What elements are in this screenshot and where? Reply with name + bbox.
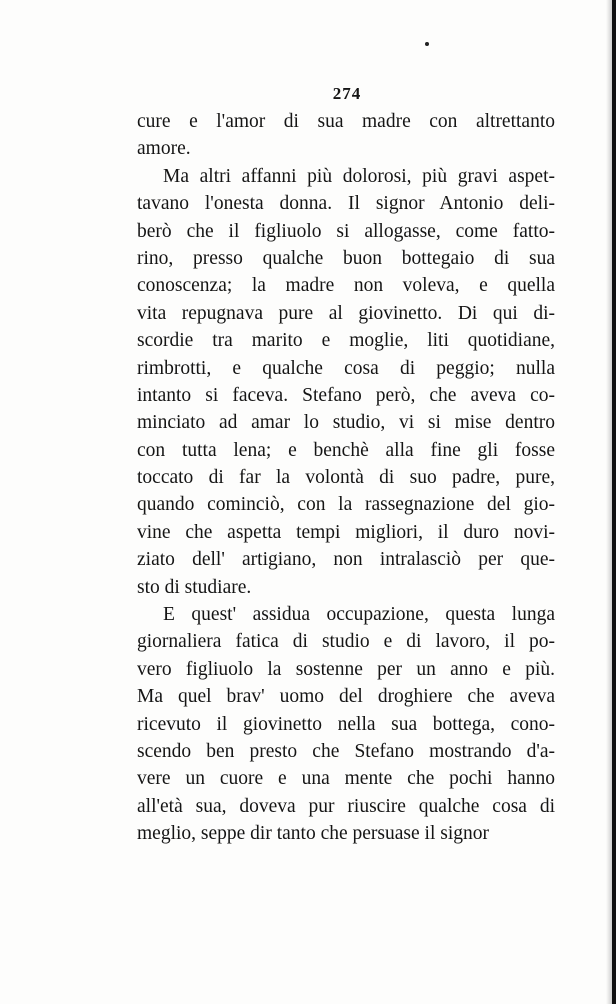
text-line: E quest' assidua occupazione, questa lunga — [163, 604, 555, 626]
paragraph — [137, 108, 555, 163]
text-line: intanto si faceva. Stefano però, che aveva co- — [137, 384, 555, 406]
text-line: amore. — [137, 138, 191, 160]
text-line: sto di studiare. — [137, 576, 252, 598]
text-line: cure e l'amor di sua madre con altrettanto — [137, 111, 555, 132]
body-text — [137, 108, 555, 848]
text-line: vita repugnava pure al giovinetto. Di qui di- — [137, 302, 555, 324]
text-line: Ma quel brav' uomo del droghiere che aveva — [137, 686, 555, 708]
text-line: berò che il figliuolo si allogasse, come fatto- — [137, 220, 555, 242]
paragraph — [137, 601, 555, 848]
page-number: 274 — [332, 84, 362, 103]
binding-edge — [612, 0, 616, 1004]
text-line: minciato ad amar lo studio, vi si mise dentro — [137, 412, 555, 434]
text-line: rimbrotti, e qualche cosa di peggio; nulla — [137, 357, 555, 379]
ink-speck — [425, 42, 429, 46]
text-line: conoscenza; la madre non voleva, e quella — [137, 275, 555, 297]
text-line: ziato dell' artigiano, non intralasciò per que- — [137, 549, 555, 571]
text-line: vere un cuore e una mente che pochi hanno — [137, 768, 555, 790]
text-line: all'età sua, doveva pur riuscire qualche cosa di — [137, 795, 555, 817]
text-line: vero figliuolo la sostenne per un anno e più. — [137, 658, 555, 680]
text-line: con tutta lena; e benchè alla fine gli fosse — [137, 439, 555, 461]
text-line: ricevuto il giovinetto nella sua bottega, cono- — [137, 713, 555, 735]
text-line: scendo ben presto che Stefano mostrando d'a- — [137, 740, 555, 762]
text-line: quando cominciò, con la rassegnazione del gio- — [137, 494, 555, 516]
text-line: Ma altri affanni più dolorosi, più gravi aspet- — [163, 165, 555, 187]
text-line: rino, presso qualche buon bottegaio di sua — [137, 247, 555, 269]
text-line: scordie tra marito e moglie, liti quotidiane, — [137, 330, 555, 352]
text-line: toccato di far la volontà di suo padre, pure, — [137, 467, 555, 489]
text-line: giornaliera fatica di studio e di lavoro, il po- — [137, 631, 555, 653]
text-line: meglio, seppe dir tanto che persuase il signor — [137, 823, 489, 845]
paragraph — [137, 163, 555, 601]
text-line: tavano l'onesta donna. Il signor Antonio deli- — [137, 193, 555, 215]
text-line: vine che aspetta tempi migliori, il duro novi- — [137, 521, 555, 543]
